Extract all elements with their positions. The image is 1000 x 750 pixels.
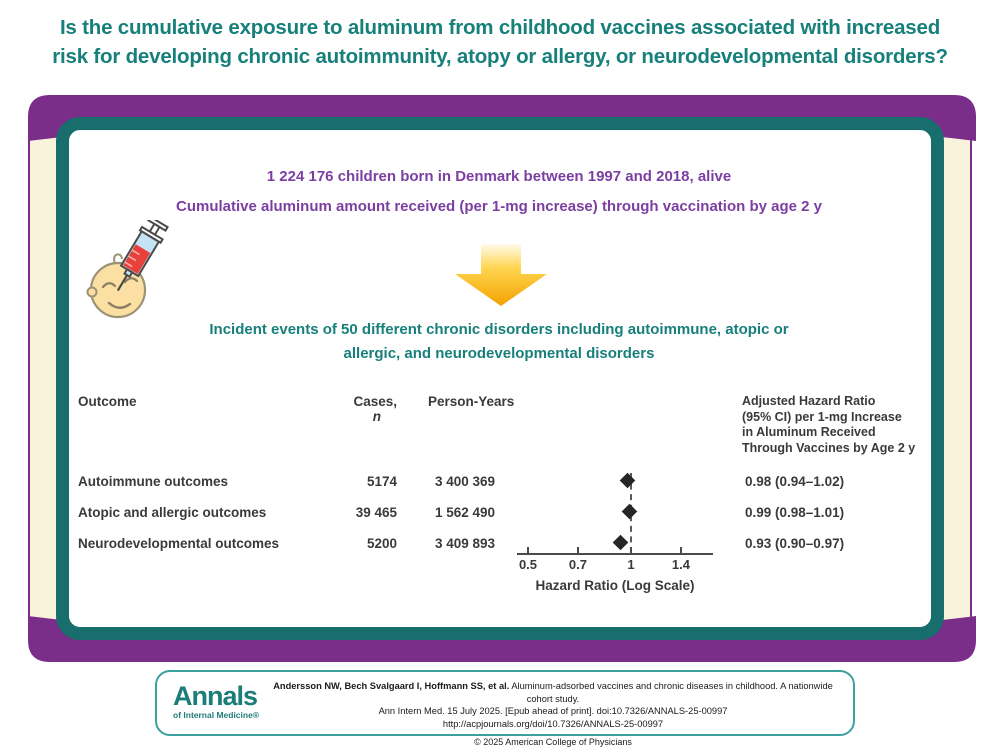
purple-frame [28, 95, 972, 662]
table-row-cases: 39 465 [355, 505, 397, 520]
incident-line2: allergic, and neurodevelopmental disorders [343, 345, 655, 362]
forest-plot [517, 466, 717, 596]
incident-description [69, 318, 929, 366]
axis-tick [527, 547, 529, 553]
page-title-line2: risk for developing chronic autoimmunity, atopy or allergy, or neurodevelopmental disorders? [52, 45, 948, 68]
axis-tick-label: 0.5 [518, 557, 538, 572]
citation-box [155, 670, 855, 747]
baby-with-syringe-icon [85, 220, 210, 320]
copyright-line: © 2025 American College of Physicians [474, 737, 632, 747]
table-row-hazard-ratio: 0.99 (0.98–1.01) [745, 505, 845, 520]
page-title-line1: Is the cumulative exposure to aluminum from childhood vaccines associated with increased [59, 16, 941, 39]
x-axis-line [517, 553, 713, 555]
table-row-outcome: Neurodevelopmental outcomes [78, 536, 280, 551]
table-row-hazard-ratio: 0.93 (0.90–0.97) [745, 536, 845, 551]
down-arrow-icon [455, 244, 547, 306]
table-row-cases: 5200 [366, 536, 397, 551]
exposure-description: Cumulative aluminum amount received (per 1-mg increase) through vaccination by age 2 y [175, 198, 822, 215]
page-title [8, 13, 992, 71]
table-row-outcome: Autoimmune outcomes [78, 474, 229, 489]
citation-url: http://acpjournals.org/doi/10.7326/ANNALS-25-00997 [442, 718, 664, 729]
col-header-cases: Cases, n [353, 394, 397, 424]
axis-tick-label: 1.4 [671, 557, 690, 572]
axis-tick-label: 0.7 [568, 557, 587, 572]
hazard-ratio-diamond [620, 472, 636, 488]
col-header-adjusted-hazard-ratio: Adjusted Hazard Ratio (95% CI) per 1-mg Increase in Aluminum Received Through Vaccines by Age 2 y [742, 394, 916, 455]
axis-tick [630, 547, 632, 553]
table-row-person-years: 1 562 490 [434, 505, 495, 520]
table-row-outcome: Atopic and allergic outcomes [78, 505, 267, 520]
axis-tick-label: 1 [627, 557, 635, 572]
x-axis-label: Hazard Ratio (Log Scale) [535, 578, 695, 593]
table-row-person-years: 3 409 893 [434, 536, 495, 551]
axis-tick [577, 547, 579, 553]
hazard-ratio-diamond [622, 503, 638, 519]
table-row-hazard-ratio: 0.98 (0.94–1.02) [745, 474, 845, 489]
table-row-cases: 5174 [366, 474, 397, 489]
hazard-ratio-diamond [612, 534, 628, 550]
citation-text [259, 680, 847, 749]
incident-line1: Incident events of 50 different chronic disorders including autoimmune, atopic or [209, 321, 789, 338]
col-header-outcome: Outcome [78, 394, 137, 409]
annals-logo-wordmark: Annals [173, 681, 258, 711]
citation-line2: Ann Intern Med. 15 July 2025. [Epub ahead of print]. doi:10.7326/ANNALS-25-00997 [378, 706, 728, 716]
annals-logo [173, 683, 259, 720]
cohort-description: 1 224 176 children born in Denmark between 1997 and 2018, alive [266, 168, 732, 185]
annals-logo-subtitle: of Internal Medicine® [173, 710, 260, 720]
citation-line1: Andersson NW, Bech Svalgaard I, Hoffmann SS, et al. Aluminum-adsorbed vaccines and chronic diseases in childhood. A nationwide cohort study. [273, 681, 833, 704]
axis-tick [680, 547, 682, 553]
content-card [56, 117, 944, 640]
table-row-person-years: 3 400 369 [434, 474, 495, 489]
col-header-person-years: Person-Years [428, 394, 515, 409]
